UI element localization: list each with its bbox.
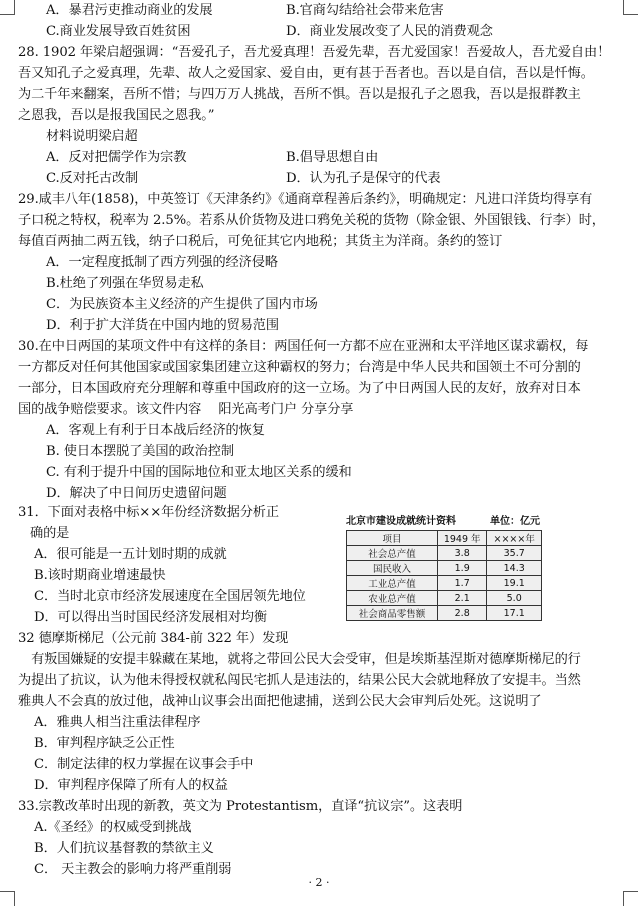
q28-text-line-2: 吾又知孔子之爱真理，先辈、故人之爱国家、爱自由，更有甚于吾者也。吾以是自信，吾以是忏悔。 xyxy=(18,66,594,81)
q31-option-b: B.该时期商业增速最快 xyxy=(34,568,166,583)
table-cell: 35.7 xyxy=(487,546,542,561)
q30-option-a: A．客观上有利于日本战后经济的恢复 xyxy=(46,423,265,438)
q28-text-line-4: 之恩我，吾以是报我国民之恩我。” xyxy=(18,108,215,123)
stat-table-title: 北京市建设成就统计资料 xyxy=(346,516,456,527)
table-row xyxy=(347,606,542,621)
table-cell: 社会总产值 xyxy=(347,546,438,561)
table-row xyxy=(347,561,542,576)
stat-table-unit: 单位：亿元 xyxy=(490,516,540,527)
q28-options-ab xyxy=(46,147,638,168)
q27-options-cd xyxy=(46,21,638,42)
q28-text-line-3: 为二千年来翻案，吾所不惜；与四万万人挑战，吾所不惧。吾以是报孔子之恩我，吾以是报群教主 xyxy=(18,87,581,102)
q31-option-c: C．当时北京市经济发展速度在全国居领先地位 xyxy=(34,589,306,604)
table-row xyxy=(347,546,542,561)
q30-option-c: C. 有利于提升中国的国际地位和亚太地区关系的缓和 xyxy=(46,465,352,480)
top-left-crop-mark xyxy=(0,0,15,15)
q32-option-d: D．审判程序保障了所有人的权益 xyxy=(34,778,228,793)
q30-option-b: B. 使日本摆脱了美国的政治控制 xyxy=(46,444,234,459)
q33-option-a: A.《圣经》的权威受到挑战 xyxy=(34,820,192,835)
q28-option-c: C.反对托古改制 xyxy=(46,171,139,186)
q31-text-line-2: 确的是 xyxy=(30,526,70,541)
table-row xyxy=(347,591,542,606)
q30-text-line-2: 一方都反对任何其他国家或国家集团建立这种霸权的努力；台湾是中华人民共和国领土不可分割的 xyxy=(18,360,581,375)
table-row xyxy=(347,576,542,591)
q28-option-d: D．认为孔子是保守的代表 xyxy=(286,171,441,186)
q31-option-d: D．可以得出当时国民经济发展相对均衡 xyxy=(34,610,267,625)
q28-option-b: B.倡导思想自由 xyxy=(286,150,379,165)
stat-table-header-row xyxy=(347,531,542,546)
q32-text-line-1: 32 德摩斯梯尼（公元前 384-前 322 年）发现 xyxy=(18,631,289,646)
q28-options-cd xyxy=(46,168,638,189)
q29-option-d: D．利于扩大洋货在中国内地的贸易范围 xyxy=(46,318,279,333)
q29-option-c: C．为民族资本主义经济的产生提供了国内市场 xyxy=(46,297,318,312)
q30-option-d: D．解决了中日间历史遗留问题 xyxy=(46,486,227,501)
q29-option-b: B.杜绝了列强在华贸易走私 xyxy=(46,276,204,291)
table-cell: 3.8 xyxy=(438,546,487,561)
table-cell: 1.9 xyxy=(438,561,487,576)
table-cell: 2.1 xyxy=(438,591,487,606)
table-cell: 5.0 xyxy=(487,591,542,606)
bottom-right-crop-mark xyxy=(623,891,638,906)
q27-option-b: B.官商勾结给社会带来危害 xyxy=(286,3,444,18)
q31-option-a: A．很可能是一五计划时期的成就 xyxy=(34,547,227,562)
table-cell: 2.8 xyxy=(438,606,487,621)
q30-text-line-4: 国的战争赔偿要求。该文件内容 阳光高考门户 分享分享 xyxy=(18,402,354,417)
q31-text-line-1: 31．下面对表格中标××年份经济数据分析正 xyxy=(18,505,279,520)
q28-stem: 材料说明梁启超 xyxy=(46,129,138,144)
q27-option-a: A．暴君污吏推动商业的发展 xyxy=(46,3,213,18)
table-cell: 农业总产值 xyxy=(347,591,438,606)
q28-text-line-1: 28. 1902 年梁启超强调：“吾爱孔子，吾尤爱真理！吾爱先辈，吾尤爱国家！吾爱故人，吾尤爱自由！ xyxy=(18,45,611,60)
q29-text-line-3: 每值百两抽二两五钱，纳子口税后，可免征其它内地税；其货主为洋商。条约的签订 xyxy=(18,234,503,249)
table-cell: 工业总产值 xyxy=(347,576,438,591)
bottom-left-crop-mark xyxy=(0,891,15,906)
table-cell: 14.3 xyxy=(487,561,542,576)
q27-options-ab xyxy=(46,0,638,21)
q29-text-line-1: 29.咸丰八年(1858)，中英签订《天津条约》《通商章程善后条约》，明确规定：凡进口洋货均得享有 xyxy=(18,192,593,207)
q29-option-a: A．一定程度抵制了西方列强的经济侵略 xyxy=(46,255,278,270)
q30-text-line-1: 30.在中日两国的某项文件中有这样的条目：两国任何一方都不应在亚洲和太平洋地区谋求霸权，每 xyxy=(18,339,589,354)
stat-header-item: 项目 xyxy=(347,531,438,546)
q32-text-line-2: 有叛国嫌疑的安提丰躲藏在某地，就将之带回公民大会受审，但是埃斯基涅斯对德摩斯梯尼的行 xyxy=(18,652,581,667)
q33-text-line: 33.宗教改革时出现的新教，英文为 Protestantism，直译“抗议宗”。这表明 xyxy=(18,799,463,814)
q33-option-c: C． 天主教会的影响力将严重削弱 xyxy=(34,862,232,877)
page-number: · 2 · xyxy=(308,876,330,889)
stat-header-1949: 1949 年 xyxy=(438,531,487,546)
q32-option-a: A．雅典人相当注重法律程序 xyxy=(34,715,201,730)
table-cell: 社会商品零售额 xyxy=(347,606,438,621)
q32-text-line-4: 雅典人不会真的放过他，战神山议事会出面把他逮捕，送到公民大会审判后处死。这说明了 xyxy=(18,694,542,709)
stat-header-xxxx: ××××年 xyxy=(487,531,542,546)
q28-option-a: A．反对把儒学作为宗教 xyxy=(46,150,187,165)
q30-text-line-3: 一部分，日本国政府充分理解和尊重中国政府的这一立场。为了中日两国人民的友好，放弃对日本 xyxy=(18,381,581,396)
stat-table xyxy=(346,530,542,621)
table-cell: 国民收入 xyxy=(347,561,438,576)
q32-text-line-3: 为提出了抗议，认为他未得授权就私闯民宅抓人是违法的，结果公民大会就地释放了安提丰。当然 xyxy=(18,673,581,688)
table-cell: 19.1 xyxy=(487,576,542,591)
q32-option-c: C．制定法律的权力掌握在议事会手中 xyxy=(34,757,254,772)
q33-option-b: B．人们抗议基督教的禁欲主义 xyxy=(34,841,214,856)
q29-text-line-2: 子口税之特权，税率为 2.5%。若系从价货物及进口鸦免关税的货物（除金银、外国银钱、行李）时， xyxy=(18,213,605,228)
q27-option-d: D．商业发展改变了人民的消费观念 xyxy=(286,24,493,39)
table-cell: 1.7 xyxy=(438,576,487,591)
table-cell: 17.1 xyxy=(487,606,542,621)
stat-table-caption xyxy=(346,512,542,527)
q27-option-c: C.商业发展导致百姓贫困 xyxy=(46,24,191,39)
q32-option-b: B．审判程序缺乏公正性 xyxy=(34,736,175,751)
